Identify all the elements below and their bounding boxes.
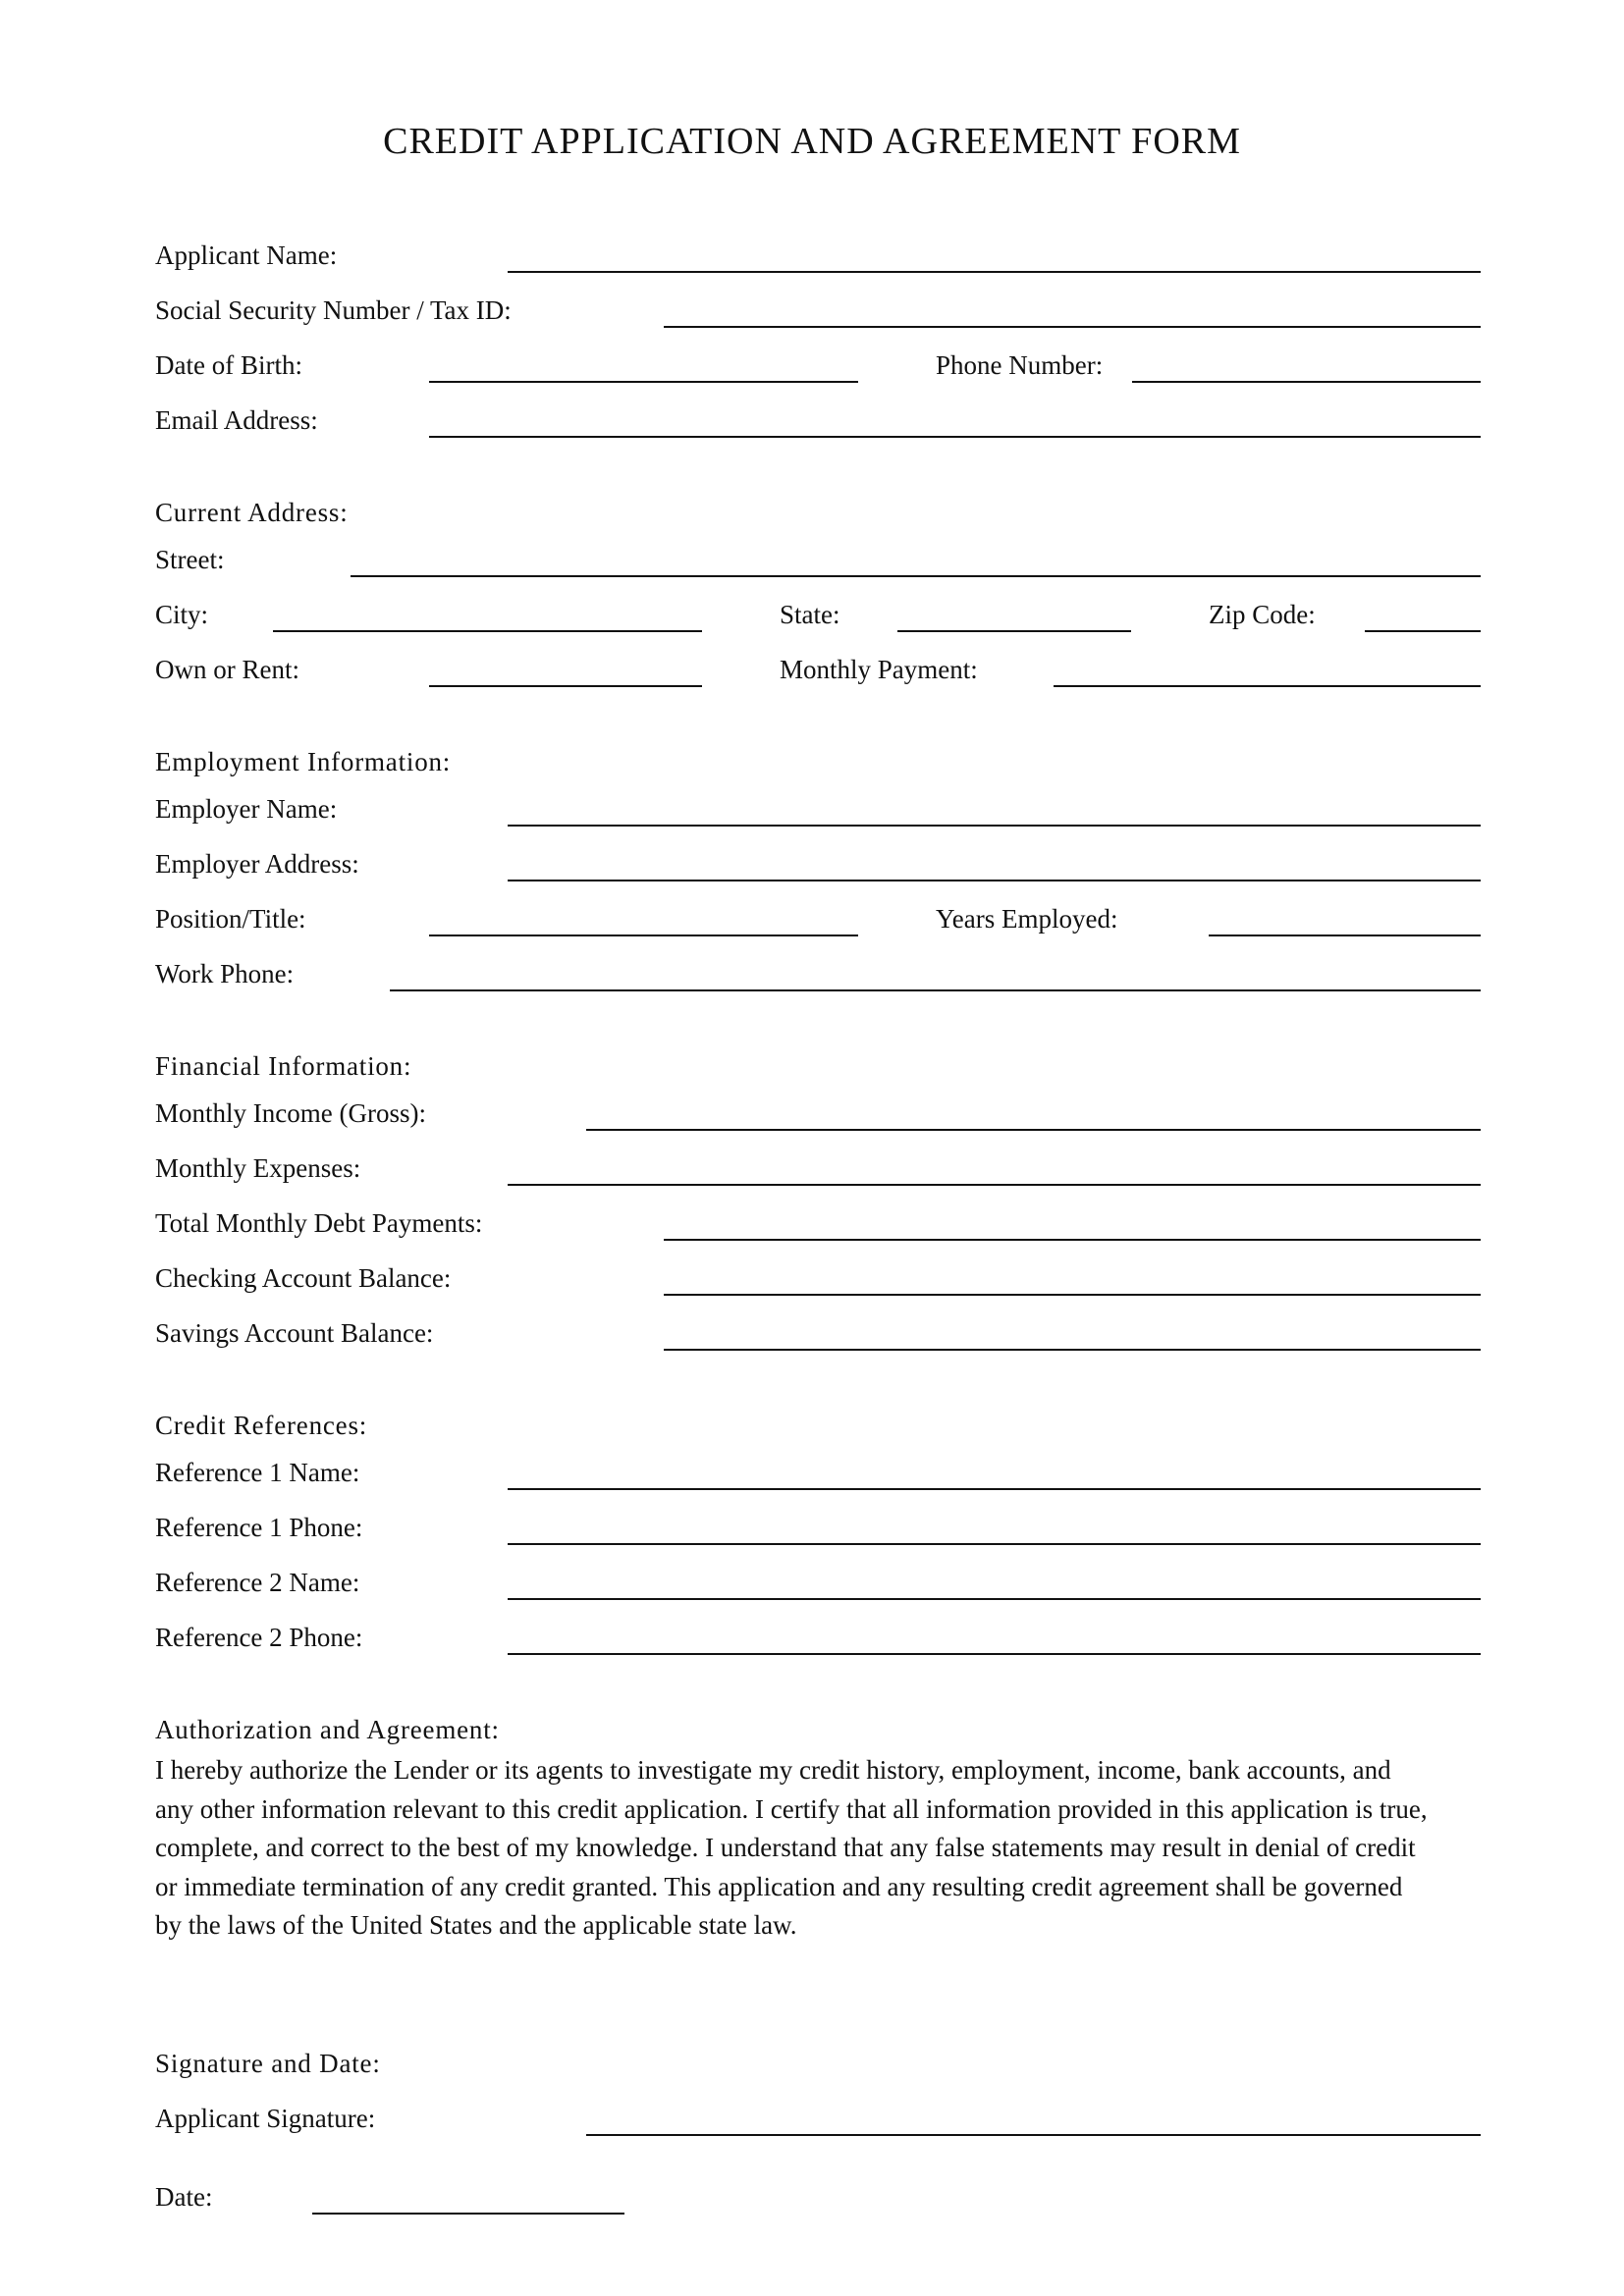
work-phone-field[interactable] bbox=[390, 989, 1481, 991]
checking-balance-field[interactable] bbox=[664, 1294, 1481, 1296]
date-field[interactable] bbox=[312, 2213, 624, 2215]
monthly-income-label: Monthly Income (Gross): bbox=[155, 1098, 426, 1128]
monthly-expenses-field[interactable] bbox=[508, 1184, 1481, 1186]
ssn-label: Social Security Number / Tax ID: bbox=[155, 295, 512, 325]
position-title-field[interactable] bbox=[429, 934, 858, 936]
position-title-label: Position/Title: bbox=[155, 904, 306, 934]
applicant-signature-field[interactable] bbox=[586, 2134, 1481, 2136]
date-label: Date: bbox=[155, 2182, 213, 2212]
email-label: Email Address: bbox=[155, 405, 318, 435]
employer-name-label: Employer Name: bbox=[155, 794, 338, 824]
street-label: Street: bbox=[155, 545, 225, 574]
years-employed-field[interactable] bbox=[1209, 934, 1481, 936]
dob-field[interactable] bbox=[429, 381, 858, 383]
reference-1-name-label: Reference 1 Name: bbox=[155, 1458, 360, 1487]
monthly-expenses-label: Monthly Expenses: bbox=[155, 1153, 361, 1183]
savings-balance-field[interactable] bbox=[664, 1349, 1481, 1351]
zip-code-label: Zip Code: bbox=[1209, 600, 1316, 629]
credit-references-heading: Credit References: bbox=[155, 1411, 368, 1440]
debt-payments-field[interactable] bbox=[664, 1239, 1481, 1241]
street-field[interactable] bbox=[351, 575, 1481, 577]
city-field[interactable] bbox=[273, 630, 702, 632]
monthly-income-field[interactable] bbox=[586, 1129, 1481, 1131]
authorization-line: or immediate termination of any credit granted. This application and any resulting credit agreement shall be governed bbox=[155, 1871, 1403, 1901]
authorization-line: complete, and correct to the best of my knowledge. I understand that any false statements may result in denial of credit bbox=[155, 1833, 1416, 1862]
reference-2-phone-field[interactable] bbox=[508, 1653, 1481, 1655]
employer-address-label: Employer Address: bbox=[155, 849, 359, 879]
monthly-payment-label: Monthly Payment: bbox=[780, 655, 978, 684]
savings-balance-label: Savings Account Balance: bbox=[155, 1318, 434, 1348]
employer-address-field[interactable] bbox=[508, 880, 1481, 881]
signature-heading: Signature and Date: bbox=[155, 2049, 381, 2078]
authorization-text bbox=[155, 1751, 1481, 1946]
authorization-heading: Authorization and Agreement: bbox=[155, 1715, 500, 1744]
reference-1-phone-field[interactable] bbox=[508, 1543, 1481, 1545]
current-address-heading: Current Address: bbox=[155, 498, 349, 527]
email-field[interactable] bbox=[429, 436, 1481, 438]
state-field[interactable] bbox=[897, 630, 1131, 632]
authorization-line: I hereby authorize the Lender or its agents to investigate my credit history, employment, income, bank accounts, and bbox=[155, 1755, 1391, 1785]
zip-code-field[interactable] bbox=[1365, 630, 1481, 632]
monthly-payment-field[interactable] bbox=[1054, 685, 1481, 687]
years-employed-label: Years Employed: bbox=[936, 904, 1118, 934]
reference-2-name-label: Reference 2 Name: bbox=[155, 1568, 360, 1597]
authorization-line: by the laws of the United States and the applicable state law. bbox=[155, 1910, 797, 1940]
own-rent-field[interactable] bbox=[429, 685, 702, 687]
applicant-name-field[interactable] bbox=[508, 271, 1481, 273]
applicant-signature-label: Applicant Signature: bbox=[155, 2104, 376, 2133]
reference-1-name-field[interactable] bbox=[508, 1488, 1481, 1490]
dob-label: Date of Birth: bbox=[155, 350, 302, 380]
employment-heading: Employment Information: bbox=[155, 747, 452, 776]
state-label: State: bbox=[780, 600, 840, 629]
own-rent-label: Own or Rent: bbox=[155, 655, 299, 684]
checking-balance-label: Checking Account Balance: bbox=[155, 1263, 452, 1293]
reference-1-phone-label: Reference 1 Phone: bbox=[155, 1513, 363, 1542]
financial-heading: Financial Information: bbox=[155, 1051, 412, 1081]
debt-payments-label: Total Monthly Debt Payments: bbox=[155, 1208, 483, 1238]
ssn-field[interactable] bbox=[664, 326, 1481, 328]
employer-name-field[interactable] bbox=[508, 825, 1481, 827]
phone-number-field[interactable] bbox=[1132, 381, 1481, 383]
phone-number-label: Phone Number: bbox=[936, 350, 1104, 380]
authorization-line: any other information relevant to this credit application. I certify that all information provided in this application is true, bbox=[155, 1793, 1428, 1824]
reference-2-name-field[interactable] bbox=[508, 1598, 1481, 1600]
work-phone-label: Work Phone: bbox=[155, 959, 295, 988]
applicant-name-label: Applicant Name: bbox=[155, 240, 338, 270]
reference-2-phone-label: Reference 2 Phone: bbox=[155, 1623, 363, 1652]
city-label: City: bbox=[155, 600, 209, 629]
form-title: CREDIT APPLICATION AND AGREEMENT FORM bbox=[383, 121, 1241, 162]
